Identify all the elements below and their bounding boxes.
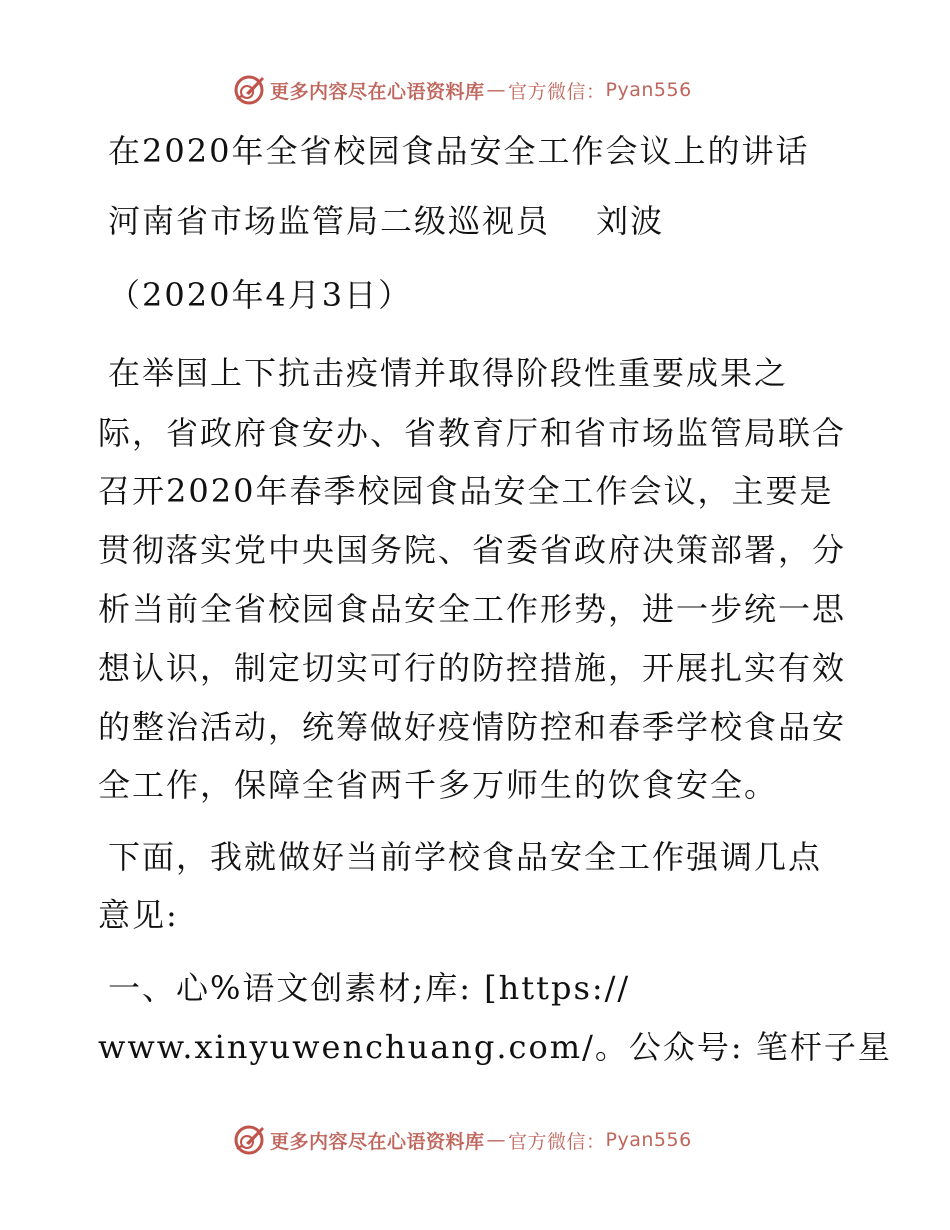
body-line: 想认识，制定切实可行的防控措施，开展扎实有效 <box>98 649 847 687</box>
banner-separator: — <box>486 1129 507 1151</box>
banner-separator: — <box>486 79 507 101</box>
body-line: 一、心%语文创素材;库: [https:// <box>108 969 631 1007</box>
body-line: 全工作，保障全省两千多万师生的饮食安全。 <box>98 766 779 804</box>
speaker-line: 河南省市场监管局二级巡视员 刘波 <box>108 202 665 240</box>
header-banner <box>232 70 692 110</box>
banner-wechat-id: Pyan556 <box>605 79 692 101</box>
quill-logo-icon <box>232 73 266 107</box>
body-line: www.xinyuwenchuang.com/。公众号: 笔杆子星 <box>98 1028 892 1066</box>
body-line: 的整治活动，统筹做好疫情防控和春季学校食品安 <box>98 708 847 746</box>
body-line: 召开2020年春季校园食品安全工作会议，主要是 <box>98 472 834 510</box>
date-line: （2020年4月3日） <box>108 276 413 314</box>
document-title: 在2020年全省校园食品安全工作会议上的讲话 <box>108 132 810 170</box>
body-line: 下面，我就做好当前学校食品安全工作强调几点 <box>108 838 823 876</box>
body-line: 贯彻落实党中央国务院、省委省政府决策部署，分 <box>98 531 847 569</box>
banner-main-text: 更多内容尽在心语资料库 <box>270 1130 485 1153</box>
banner-label: 官方微信： <box>508 1130 606 1153</box>
quill-logo-icon <box>232 1123 266 1157</box>
body-line: 际，省政府食安办、省教育厅和省市场监管局联合 <box>98 414 847 452</box>
body-line: 意见: <box>98 896 179 934</box>
banner-wechat-id: Pyan556 <box>605 1129 692 1151</box>
footer-banner <box>232 1120 692 1160</box>
body-line: 在举国上下抗击疫情并取得阶段性重要成果之 <box>108 354 789 392</box>
banner-main-text: 更多内容尽在心语资料库 <box>270 80 485 103</box>
body-line: 析当前全省校园食品安全工作形势，进一步统一思 <box>98 590 847 628</box>
banner-label: 官方微信： <box>508 80 606 103</box>
